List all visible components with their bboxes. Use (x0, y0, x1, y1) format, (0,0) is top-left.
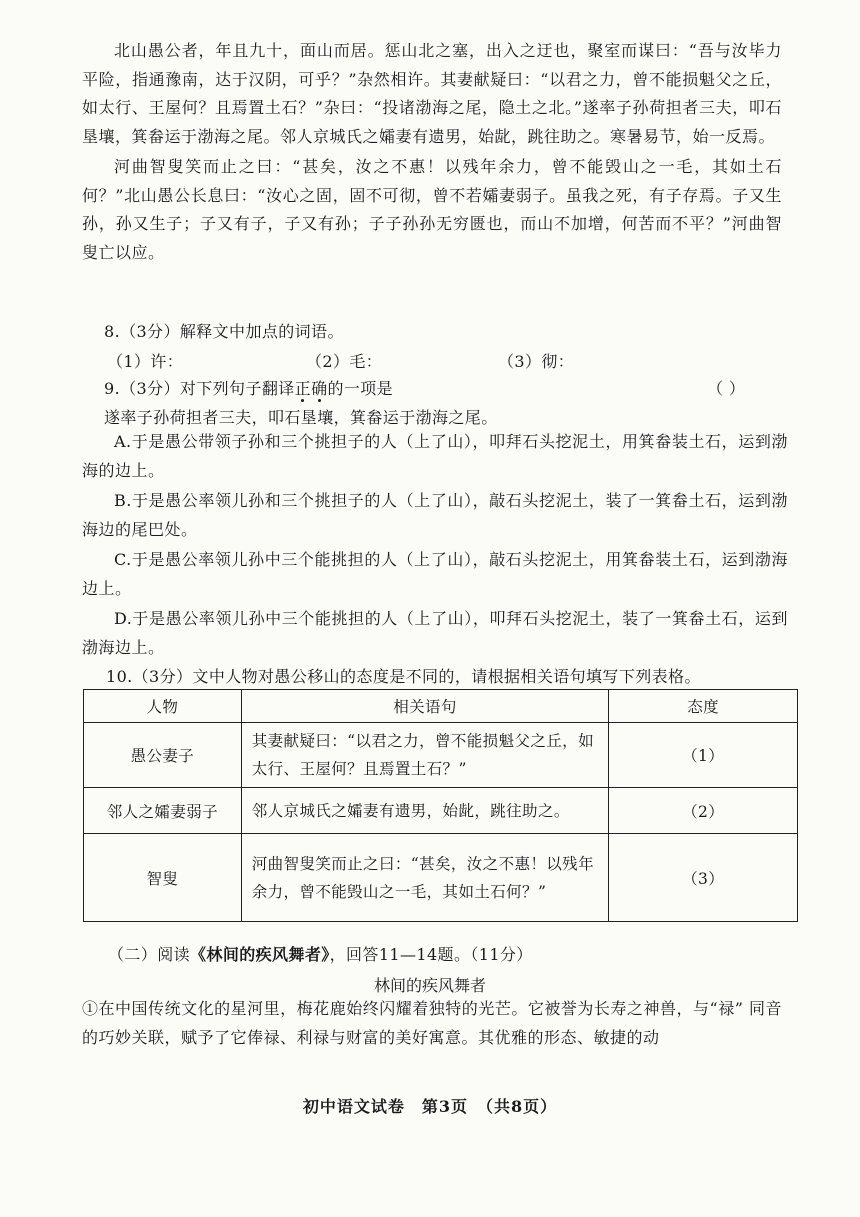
q9-answer-bracket: （ ） (707, 379, 746, 398)
section-2-heading-pre: （二）阅读 (108, 945, 191, 964)
q9-stem-dot-1: 正 (294, 379, 312, 398)
q9-option-b: B.于是愚公率领儿孙和三个挑担子的人（上了山），敲石头挖泥土，装了一箕畚土石，运到渤海边的尾巴处。 (82, 491, 788, 539)
section-2-heading-title: 《林间的疾风舞者》 (190, 945, 330, 964)
q9-option-a: A.于是愚公带领子孙和三个挑担子的人（上了山），叩拜石头挖泥土，用箕畚装土石，运到渤海的边上。 (82, 432, 788, 480)
q9-stem (104, 378, 393, 400)
q9-stem-dot-2: 确 (311, 379, 328, 398)
row-blank: （1） (609, 723, 798, 788)
table-row (84, 788, 798, 834)
attitude-table (83, 689, 798, 922)
q8-stem: 8.（3分）解释文中加点的词语。 (104, 322, 344, 341)
row-quote: 河曲智叟笑而止之曰：“甚矣，汝之不惠！以残年余力，曾不能毁山之一毛，其如土石何？” (241, 834, 608, 922)
q8-item-1: （1）许： (107, 352, 184, 371)
section-2-heading (108, 944, 533, 966)
row-person: 智叟 (84, 834, 242, 922)
table-header-row (84, 690, 798, 723)
header-person: 人物 (84, 690, 242, 723)
q9-stem-pre: 9.（3分）对下列句子翻译 (104, 379, 295, 398)
article-paragraph-1: ①在中国传统文化的星河里，梅花鹿始终闪耀着独特的光芒。它被誉为长寿之神兽，与“禄” 同音的巧妙关联，赋予了它俸禄、利禄与财富的美好寓意。其优雅的形态、敏捷的动 (82, 999, 782, 1047)
section-2-heading-post: ，回答11—14题。（11分） (329, 945, 533, 964)
row-quote: 邻人京城氏之孀妻有遗男，始龀，跳往助之。 (241, 788, 608, 834)
q9-stem-post: 的一项是 (327, 379, 394, 398)
passage-paragraph-2: 河曲智叟笑而止之曰：“甚矣，汝之不惠！以残年余力，曾不能毁山之一毛，其如土石何？”北山愚公长息曰：“汝心之固，固不可彻，曾不若孀妻弱子。虽我之死，有子存焉。子又生孙，孙又生子；子又有子，子又有孙；子子孙孙无穷匮也，而山不加增，何苦而不平？”河曲智叟亡以应。 (82, 157, 782, 262)
article-title: 林间的疾风舞者 (373, 976, 486, 995)
q8-item-2: （2）毛： (306, 352, 383, 371)
header-attitude: 态度 (609, 690, 798, 723)
table-row (84, 723, 798, 788)
row-person: 愚公妻子 (84, 723, 242, 788)
row-person: 邻人之孀妻弱子 (84, 788, 242, 834)
header-quote: 相关语句 (241, 690, 608, 723)
q9-option-c: C.于是愚公率领儿孙中三个能挑担的人（上了山），敲石头挖泥土，用箕畚装土石，运到渤海边上。 (82, 550, 788, 598)
q10-stem: 10.（3分）文中人物对愚公移山的态度是不同的，请根据相关语句填写下列表格。 (106, 667, 701, 686)
row-quote: 其妻献疑曰：“以君之力，曾不能损魁父之丘，如太行、王屋何？且焉置土石？” (241, 723, 608, 788)
q8-item-3: （3）彻： (498, 352, 575, 371)
table-row (84, 834, 798, 922)
q9-sentence: 遂率子孙荷担者三夫，叩石垦壤，箕畚运于渤海之尾。 (104, 408, 498, 427)
q9-option-d: D.于是愚公率领儿孙中三个能挑担的人（上了山），叩拜石头挖泥土，装了一箕畚土石，运到渤海边上。 (82, 609, 788, 657)
row-blank: （3） (609, 834, 798, 922)
passage-paragraph-1: 北山愚公者，年且九十，面山而居。惩山北之塞，出入之迂也，聚室而谋曰：“吾与汝毕力平险，指通豫南，达于汉阴，可乎？”杂然相许。其妻献疑曰：“以君之力，曾不能损魁父之丘，如太行、王屋何？且焉置土石？”杂曰：“投诸渤海之尾，隐土之北。”遂率子孙荷担者三夫，叩石垦壤，箕畚运于渤海之尾。邻人京城氏之孀妻有遗男，始龀，跳往助之。寒暑易节，始一反焉。 (82, 41, 782, 146)
row-blank: （2） (609, 788, 798, 834)
page-footer: 初中语文试卷 第3页 （共8页） (302, 1097, 558, 1116)
